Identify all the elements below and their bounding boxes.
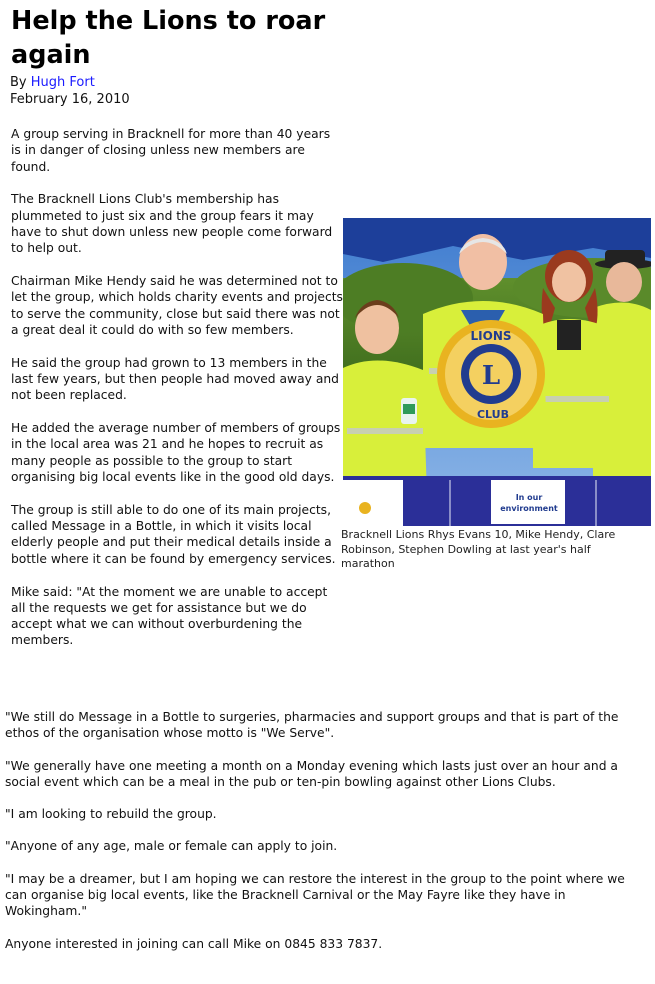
paragraph: "I am looking to rebuild the group. bbox=[5, 807, 217, 822]
paragraph: Anyone interested in joining can call Mike on 0845 833 7837. bbox=[5, 936, 383, 951]
paragraph: He added the average number of members of groups in the local area was 21 and he hopes to recruit as many people as possible to the group to start organising big local events like in the good old days. bbox=[11, 421, 341, 485]
paragraph: The Bracknell Lions Club's membership has plummeted to just six and the group fears it may have to shut down unless new people come forward to help out. bbox=[11, 192, 333, 256]
paragraph: Chairman Mike Hendy said he was determined not to let the group, which holds charity events and projects to serve the community, close but said there was not a great deal it could do with so few members. bbox=[11, 274, 343, 337]
paragraph: He said the group had grown to 13 members in the last few years, but then people had moved away and not been replaced. bbox=[11, 355, 339, 403]
article-full-width-text bbox=[5, 709, 645, 968]
author-link[interactable]: Hugh Fort bbox=[30, 75, 95, 90]
byline bbox=[10, 74, 95, 91]
paragraph: A group serving in Bracknell for more than 40 years is in danger of closing unless new members are found. bbox=[11, 127, 331, 174]
article-headline: Help the Lions to roar again bbox=[11, 6, 326, 70]
byline-prefix: By bbox=[10, 75, 31, 90]
badge-letter: L bbox=[481, 361, 501, 391]
paragraph: "We generally have one meeting a month on a Monday evening which lasts just over an hour and a social event which can be a meal in the pub or ten-pin bowling against other Lions Clubs. bbox=[5, 758, 618, 789]
paragraph: The group is still able to do one of its main projects, called Message in a Bottle, in which it visits local elderly people and put their medical details inside a bottle where it can be found by emergency services. bbox=[11, 502, 336, 566]
article-photo bbox=[343, 218, 651, 526]
paragraph: Mike said: "At the moment we are unable to accept all the requests we get for assistance but we do accept what we can without overburdening the members. bbox=[11, 584, 328, 648]
paragraph: "We still do Message in a Bottle to surgeries, pharmacies and support groups and that is part of the ethos of the organisation whose motto is "We Serve". bbox=[5, 710, 619, 741]
banner-text-line1: In our bbox=[515, 493, 543, 502]
publish-date: February 16, 2010 bbox=[10, 92, 130, 107]
paragraph: "Anyone of any age, male or female can apply to join. bbox=[5, 839, 338, 854]
badge-text-top: LIONS bbox=[470, 329, 512, 343]
article-column-text bbox=[11, 126, 343, 665]
banner-text-line2: environment bbox=[500, 504, 558, 513]
paragraph: "I may be a dreamer, but I am hoping we can restore the interest in the group to the point where we can organise big local events, like the Bracknell Carnival or the May Fayre like they have in Wokingham." bbox=[5, 871, 625, 919]
badge-text-bottom: CLUB bbox=[476, 408, 510, 421]
photo-caption: Bracknell Lions Rhys Evans 10, Mike Hendy, Clare Robinson, Stephen Dowling at last year's half marathon bbox=[341, 528, 616, 570]
